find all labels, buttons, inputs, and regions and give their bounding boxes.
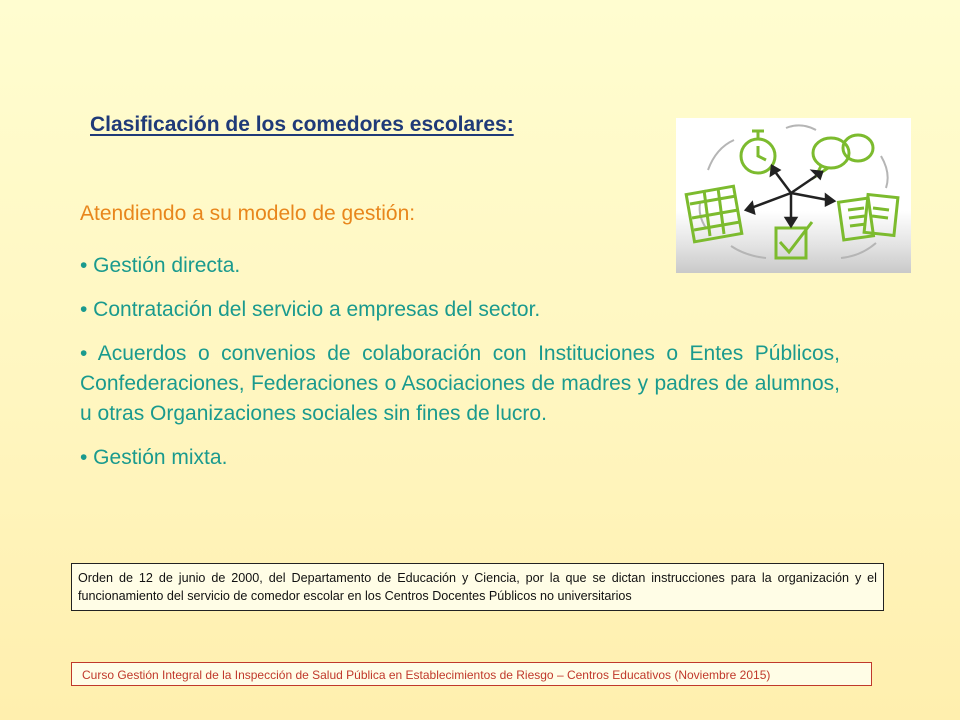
subtitle: Atendiendo a su modelo de gestión:: [80, 202, 416, 225]
calendar-icon: [686, 186, 742, 242]
bullet-item: • Acuerdos o convenios de colaboración con Instituciones o Entes Públicos, Confederaciones, Federaciones o Asociaciones de madres y padres de alumnos, u otras Organizaciones sociales sin fines de lucro.: [80, 342, 840, 425]
bullet-item: • Gestión mixta.: [80, 446, 228, 469]
reference-box: Orden de 12 de junio de 2000, del Departamento de Educación y Ciencia, por la que se dictan instrucciones para la organización y el funcionamiento del servicio de comedor escolar en los Centros Docentes Públicos no universitarios: [71, 563, 884, 611]
bullet-item: • Contratación del servicio a empresas del sector.: [80, 298, 541, 321]
speech-bubbles-icon: [813, 135, 873, 176]
stopwatch-icon: [741, 131, 775, 173]
bullet-item: • Gestión directa.: [80, 254, 241, 277]
footer-box: Curso Gestión Integral de la Inspección de Salud Pública en Establecimientos de Riesgo – Centros Educativos (Noviembre 2015): [71, 662, 872, 686]
illustration: [676, 118, 911, 273]
slide-title: Clasificación de los comedores escolares:: [90, 113, 514, 136]
bullet-list: [80, 251, 840, 487]
center-arrows-icon: [746, 166, 834, 226]
documents-icon: [839, 195, 898, 240]
management-cycle-illustration: [676, 118, 911, 273]
